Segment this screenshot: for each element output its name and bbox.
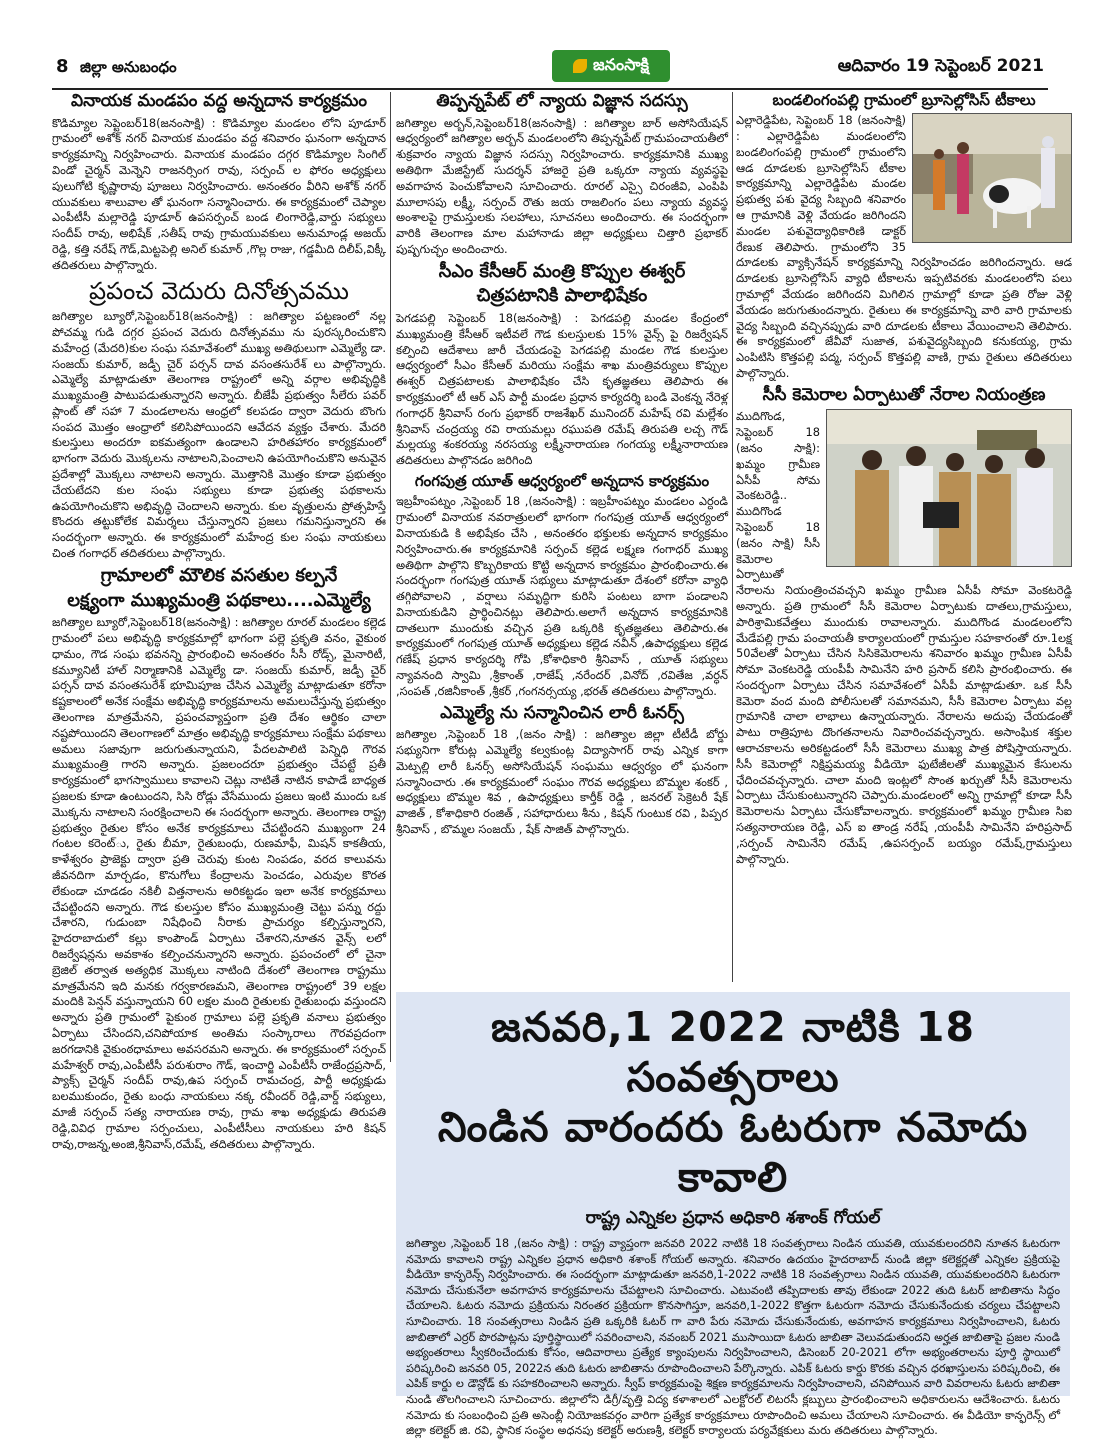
- article-body: ఎల్లారెడ్డిపేట, సెప్టెంబర్ 18 (జనంసాక్షి) : ఎల్లారెడ్డిపేట మండలంలోని బండలింగంపల్లి గ్రామంలో గ్రామంలోని ఆడ దూడలకు బ్రూసెల్లోసిస్ టీకాల కార్యక్రమాన్ని ఎల్లారెడ్డిపేట మండల ప్రభుత్వ పశు వైద్య సిబ్బంది శనివారం ఆ గ్రామానికి వెళ్లి వేయడం జరిగిందని మండల పశువైద్యాధికారిణి డాక్టర్ రేణుక తెలిపారు. గ్రామంలోని 35 దూడలకు వ్యాక్సినేషన్ కార్యక్రమాన్ని నిర్వహించడం జరిగిందన్నారు. ఆడ దూడలకు బ్రూసెల్లోసిస్ వ్యాధి టీకాలను ఇప్పటివరకు మండలంలోని పలు గ్రామాల్లో వేయడం జరిగిందని మిగిలిన గ్రామాల్లో కూడా ప్రతి రోజు వెళ్లి వేయడం జరుగుతుందన్నారు. రైతులు ఈ కార్యక్రమాన్ని వారి వారి గ్రామాలకు వైద్య సిబ్బంది వచ్చినప్పుడు వారి దూడలకు టీకాలు వేయించాలని తెలిపారు. ఈ కార్యక్రమంలో జేవీవో సుజాత, పశువైద్యసిబ్బంది కనుకయ్య, గ్రామ ఎంపిటిసి కొత్తపల్లి పద్మ, సర్పంచ్ కొత్తపల్లి వాణి, గ్రామ రైతులు తదితరులు పాల్గొన్నారు.: [736, 113, 1072, 380]
- column-1: [52, 90, 386, 1151]
- article-headline: ప్రపంచ వెదురు దినోత్సవము: [89, 276, 349, 305]
- article-headline: తిప్పన్నపేట్ లో న్యాయ విజ్ఞాన సదస్సు: [436, 91, 688, 111]
- page-header: [52, 48, 1048, 90]
- article-body: కొడిమ్యాల సెప్టెంబర్18(జనంసాక్షి) : కొడిమ్యాల మండలం లోని పూడూర్ గ్రామంలో అశోక్ నగర్ వినాయక మండపం వద్ద శనివారం ఘనంగా అన్నదాన కార్యక్రమాన్ని నిర్వహించారు. వినాయక మండపం దగ్గర కొడిమ్యాల సింగిల్ విండో చైర్మన్ మెన్నెని రాజనర్సింగ రావు, సర్పంచ్ ల ఫోరం అధ్యక్షులు పులుగోటి కృష్ణారావు పూజలు నిర్వహించారు. అనంతరం వీరిని అశోక్ నగర్ యువకులు శాలువాల తో ఘనంగా సన్మానించారు. ఈ కార్యక్రమంలో చెప్యాల ఎంపీటీసీ మల్లారెడ్డి పూడూర్ ఉపసర్పంచ్ బండ లింగారెడ్డి,వార్డు సభ్యులు సందీప్ రావు, అభిషేక్ ,సతీష్ రావు గ్రామయువకులు అనుమాండ్ల అజయ్ రెడ్డి, కత్తి నరేష్ గౌడ్,మిట్టపెల్లి అనిల్ కుమార్ ,గొల్ల రాజు, గడ్డమీది దిలీప్,విక్కీ తదితరులు పాల్గొన్నారు.: [52, 115, 386, 272]
- column-divider: [732, 92, 733, 982]
- banner-subtitle: రాష్ట్ర ఎన్నికల ప్రధాన అధికారి శశాంక్ గోయల్: [585, 1208, 881, 1228]
- column-2: [396, 90, 728, 982]
- article-body: ముదిగొండ, సెప్టెంబర్ 18 (జనం సాక్షి): ఖమ్మం గ్రామీణ ఏసీపీ సోమ వెంకటరెడ్డి.. ముదిగొండ సెప్టెంబర్ 18 (జనం సాక్షి) సీసీ కెమెరాల ఏర్పాటుతో నేరాలను నియంత్రించవచ్చని ఖమ్మం గ్రామీణ ఏసీపీ సోమా వెంకటరెడ్డి అన్నారు. ప్రతి గ్రామంలో సీసీ కెమెరాల ఏర్పాటుకు దాతలు,గ్రామస్తులు, పారిశ్రామికవేత్తలు ముందుకు రావాలన్నారు. ముదిగొండ మండలంలోని మేడేపల్లి గ్రామ పంచాయతీ కార్యాలయంలో గ్రామస్తుల సహకారంతో రూ.1లక్ష 50వేలతో ఏర్పాటు చేసిన సిసికెమెరాలను శనివారం ఖమ్మం గ్రామీణ ఏసీపీ సోమా వెంకటరెడ్డి యంపీపీ సామినేని హరి ప్రసాద్ కలిసి ప్రారంభించారు. ఈ సందర్భంగా ఏర్పాటు చేసిన సమావేశంలో ఏసీపీ మాట్లాడుతూ. ఒక సీసీ కెమెరా వంద మంది పోలీసులతో సమానమని, సీసీ కెమెరాల ఏర్పాటు వల్ల గ్రామానికి చాలా లాభాలు ఉన్నాయన్నారు. నేరాలను అదుపు చేయడంతో పాటు రాత్రిపూట దొంగతనాలను నివారించవచ్చన్నారు. అసాంఘిక శక్తుల ఆరాచకాలను అరికట్టడంలో సీసీ కెమెరాలు ముఖ్య పాత్ర పోషిస్తాయన్నారు. సీసీ కెమెరాల్లో నిక్షిప్తమయ్య వీడియో ఫుటేజీలతో ముఖ్యమైన కేసులను ఛేదించవచ్చన్నారు. చాలా మంది ఇంట్లలో సొంత ఖర్చుతో సీసీ కెమెరాలను ఏర్పాటు చేసుకుంటున్నారని చెప్పారు.మండలంలో అన్ని గ్రామాల్లో కూడా సీసీ కెమెరాలను ఏర్పాటు చేసుకోవాలన్నారు. కార్యక్రమంలో ఖమ్మం గ్రామీణ సిఐ సత్యనారాయణ రెడ్డి, ఎస్ ఐ తాండ్ర నరేష్ ,యంపీపీ సామినేని హరిప్రసాద్ ,సర్పంచ్ సామినేని రమేష్ ,ఉపసర్పంచ్ బయ్యం రమేష్,గ్రామస్తులు పాల్గొన్నారు.: [736, 409, 1072, 866]
- banner-title-line-2: నిండిన వారందరు ఓటరుగా నమోదు కావాలి: [437, 1103, 1029, 1201]
- article-body: జగిత్యాల బ్యూరో,సెప్టెంబర్18(జనంసాక్షి) : జగిత్యాల రూరల్ మండలం కల్లెడ గ్రామంలో పలు అభివృద్ధి కార్యక్రమాల్లో భాగంగా పల్లె ప్రకృతి వనం, వైకుంఠ ధామం, గౌడ సంఘ భవనన్ని ప్రారంభించి అనంతరం సీసీ రోడ్స్, మైనారిటీ, కమ్యూనిటీ హాల్ నిర్మాణానికి ఎమ్మెల్యే డా. సంజయ్ కుమార్, జడ్పీ చైర్ పర్సన్ దావ వసంతసురేశ్ భూమిపూజ చేసిన ఎమ్మెల్యే మాట్లాడుతూ కరోనా కష్టకాలంలో అనేక సంక్షేమ అభివృద్ధి కార్యక్రమాలను అమలుచేస్తున్న ప్రభుత్వం తెలంగాణ మాత్రమేనని, ప్రపంచవ్యాప్తంగా ప్రతి దేశం ఆర్థికం చాలా నష్టపోయిందని తెలంగాణలో మాత్రం అభివృద్ధి కార్యక్రమాలు సంక్షేమ పథకాలు అమలు సజావుగా జరుగుతున్నాయని, పేదలపాలిటి పెన్నిధి గౌరవ ముఖ్యమంత్రి గారని అన్నారు. ప్రజలందరూ ప్రభుత్వం చేపట్టే ప్రతీ కార్యక్రమంలో భాగస్వాములు కావాలని చెట్లు నాటితే నాటిన కాపాడే బాధ్యత ప్రజలకు కూడా ఉంటుందని, సిసి రోడ్లు వేసేముందు ప్రజలు ఇంటి ముందు ఒక మొక్కను నాటాలని సంరక్షించాలని ఈ సందర్భంగా అన్నారు. తెలంగాణ రాష్ట్ర ప్రభుత్వం రైతుల కోసం అనేక కార్యక్రమాలు చేపట్టిందని ముఖ్యంగా 24 గంటల కరెంట్ు, రైతు బీమా, రైతుబంధు, రుణమాఫీ, మిషన్ కాకతీయ, కాళేశ్వరం ప్రాజెక్టు ద్వారా ప్రతి చెరువు కుంట నింపడం, వరద కాలువను జీవనదిగా మార్చడం, కొనుగోలు కేంద్రాలను పెంచడం, ఎరువుల కొరత లేకుండా చూడడం నకిలీ విత్తనాలను అరికట్టడం ఇలా అనేక కార్యక్రమాలు చేపట్టిందని అన్నారు. గౌడ కులస్తుల కోసం ముఖ్యమంత్రి చెట్టు పన్ను రద్దు చేశారని, గుడుంబా నిషేధించి నీరాకు ప్రాచుర్యం కల్పిస్తున్నారని, హైదరాబాదులో కల్లు కాంపౌండ్ ఏర్పాటు చేశారని,నూతన వైన్స్ లలో రిజర్వేషన్లను అవకాశం కల్పించనున్నారని అన్నారు. ప్రపంచంలో లో చైనా బ్రెజిల్ తర్వాత అత్యధిక మొక్కలు నాటింది దేశంలో తెలంగాణ రాష్ట్రము మాత్రమేనని ఇది మనకు గర్వకారణమని, తెలంగాణ రాష్ట్రంలో 39 లక్షల మందికి పెన్షన్ వస్తున్నాయని 60 లక్షల మంది రైతులకు రైతుబంధు వస్తుందని అన్నారు ప్రతి గ్రామంలో పైకుంఠ గ్రామాలు పల్లె ప్రకృతి వనాలు ప్రభుత్వం ఏర్పాటు చేసిందని,చనిపోయాక అంతిమ సంస్కారాలు గౌరవప్రదంగా జరగడానికి వైకుంఠధామాలు అవసరమని అన్నారు. ఈ కార్యక్రమంలో సర్పంచ్ మహేశ్వర్ రావు,ఎంపీటీసీ పరుశురాం గౌడ్, ఇంచార్జి ఎంపీటీసీ రాజేంద్రప్రసాద్, ప్యాక్స్ చైర్మన్ సందీప్ రావు,ఉప సర్పంచ్ రామచంద్ర, పార్టీ అధ్యక్షుడు బలముకుందం, రైతు బంధు నాయకులు నక్క రవీందర్ రెడ్డి,వార్డ్ సభ్యులు, మాజీ సర్పంచ్ సత్య నారాయణ రావు, గ్రామ శాఖ అధ్యక్షుడు తిరుపతి రెడ్డి,వివిధ గ్రామాల సర్పంచులు, ఎంపీటీసీలు నాయకులు హరి కిషన్ రావు,రాజన్న,అంజి,శ్రీనివాస్,రమేష్, తదితరులు పాల్గొన్నారు.: [52, 615, 386, 1151]
- page-number: 8: [56, 56, 69, 77]
- article-body: జగిత్యాల ,సెప్టెంబర్ 18 ,(జనం సాక్షి) : జగిత్యాల జిల్లా టీటీడీ బోర్డు సభ్యునిగా కోరుట్ల ఎమ్మెల్యే కల్వకుంట్ల విద్యాసాగర్ రావు ఎన్నిక కాగా మెట్పల్లి లారీ ఓనర్స్ అసోసియేషన్ సంఘము ఆధ్వర్యం లో ఘనంగా సన్మానించారు .ఈ కార్యక్రమంలో సంఘం గౌరవ అధ్యక్షులు బొమ్మల శంకర్ , అధ్యక్షులు బొమ్మల శివ , ఉపాధ్యక్షులు కార్తీక్ రెడ్డి , జనరల్ సెక్రెటరీ షేక్ వాజిత్ , కోశాధికారి రంజిత్ , సహాధారులు శీను , కిషన్ గుంటుక రవి , పిప్పర శ్రీనివాస్ , బొమ్మల సంజయ్ , షేక్ సాజిత్ పాల్గొన్నారు.: [396, 727, 728, 836]
- article-body: పెగడపల్లి సెప్టెంబర్ 18(జనంసాక్షి) : పెగడపల్లి మండల కేంద్రంలో ముఖ్యమంత్రి కేసీఆర్ ఇటీవలే గౌడ కులస్తులకు 15% వైన్స్ పై రిజర్వేషన్ కల్పించి ఆదేశాలు జారీ చేయడంపై పెగడపల్లి మండల గౌడ కులస్తుల ఆధ్వర్యంలో సీఎం కేసీఆర్ మరియు సంక్షేమ శాఖ మంత్రివర్యులు కొప్పుల ఈశ్వర్ చిత్రపటాలకు పాలాభిషేకం చేసి కృతజ్ఞతలు తెలిపారు ఈ కార్యక్రమంలో టీ ఆర్ ఎస్ పార్టీ మండల ప్రధాన కార్యదర్శి బండి వెంకన్న నేరెళ్ల గంగాధర్ శ్రీనివాస్ రంగు ప్రభాకర్ రాజశేఖర్ మునిందర్ మహేష్ రవి మల్లేశం శ్రీనివాస్ చంద్రయ్య రవి రాయమల్లు రఘుపతి రమేష్ తిరుపతి లచ్చ గౌడ్ మల్లయ్య శంకరయ్య నరసయ్య లక్ష్మీనారాయణ గంగయ్య లక్ష్మీనారాయణ తదితరులు పాల్గొనడం జరిగింది: [396, 311, 728, 468]
- article-subheadline: చిత్రపటానికి పాలాభిషేకం: [476, 285, 648, 307]
- issue-date: ఆదివారం 19 సెప్టెంబర్ 2021: [837, 56, 1044, 76]
- article-headline: గ్రామాలలో మౌలిక వసతుల కల్పనే: [100, 564, 338, 586]
- article-headline: గంగపుత్ర యూత్ ఆధ్వర్యంలో అన్నదాన కార్యక్రమం: [414, 472, 710, 491]
- article-body: జగిత్యాల బ్యూరో,సెప్టెంబర్18(జనంసాక్షి) : జగిత్యాల పట్టణంలో నల్ల పోచమ్మ గుడి దగ్గర ప్రపంచ వెదురు దినోత్సవము ను పురస్కరించుకొని మహేంద్ర (మేదరి)కుల సంఘ సమావేశంలో ముఖ్య అతిథులుగా ఎమ్మెల్యే డా. సంజయ్ కుమార్, జడ్పీ చైర్ పర్సన్ దావ వసంతసురేశ్ లు పాల్గొన్నారు. ఎమ్మెల్యే మాట్లాడుతూ తెలంగాణ రాష్ట్రంలో అన్ని వర్గాల అభివృద్ధికి ముఖ్యమంత్రి పాటుపడుతున్నారని అన్నారు. బీజేపీ ప్రభుత్వం సీలేరు పవర్ ప్లాంట్ తో సహా 7 మండలాలను ఆంధ్రలో కలపడం ద్వారా వెదురు బొంగు సంపద మొత్తం ఆంధ్రాలో కలిసిపోయిందని ఆవేదన వ్యక్తం చేశారు. మేదరి కులస్తులు అందరూ ఐకమత్యంగా ఉండాలని హరితహారం కార్యక్రమంలో భాగంగా వెదురు మొక్కలను నాటాలని,పెంచాలని ఉపయోగించుకొని అనువైన ప్రదేశాల్లో మొక్కలు నాటాలని అన్నారు. మొత్తానికి మొత్తం కూడా ప్రభుత్వం చేయటేదని కుల సంఘ సభ్యులు కూడా ప్రభుత్వ పథకాలను ఉపయోగించుకొని అభివృద్ధి చెందాలని అన్నారు. కుల వృత్తులను ప్రోత్సహిస్తే కొందరు తట్టుకోలేక విమర్శలు చేస్తున్నారని ప్రజలు గమనిస్తున్నారని ఈ సందర్భంగా అన్నారు. ఈ కార్యక్రమంలో మహేంద్ర కుల సంఘ నాయకులు చింత గంగాధర్ తదితరులు పాల్గొన్నారు.: [52, 309, 386, 561]
- section-title: జిల్లా అనుబంధం: [80, 58, 177, 76]
- article-headline: ఎమ్మెల్యే ను సన్మానించిన లారీ ఓనర్స్: [440, 702, 684, 723]
- column-3: [736, 90, 1072, 982]
- article-headline: వినాయక మండపం వద్ద అన్నదాన కార్యక్రమం: [71, 91, 367, 111]
- article-headline: బండలింగంపల్లి గ్రామంలో బ్రూసెల్లోసిస్ టీకాలు: [772, 91, 1036, 109]
- leaf-icon: [573, 59, 587, 73]
- column-divider: [390, 92, 391, 1062]
- article-subheadline: లక్ష్యంగా ముఖ్యమంత్రి పథకాలు....ఎమ్మెల్యే: [67, 589, 371, 611]
- article-headline: సీసీ కెమెరాల ఏర్పాటుతో నేరాల నియంత్రణ: [762, 384, 1046, 405]
- article-body: జగిత్యాల అర్బన్,సెప్టెంబర్18(జనంసాక్షి) : జగిత్యాల బార్ అసోసియేషన్ ఆధ్వర్యంలో జగిత్యాల అర్బన్ మండలంలోని తిప్పన్నపేట్ గ్రామపంచాయతీలో శుక్రవారం న్యాయ విజ్ఞాన సదస్సు నిర్వహించారు. కార్యక్రమానికి ముఖ్య అతిథిగా మేజిస్ట్రేట్ సుదర్శన్ హాజరై ప్రతి ఒక్కరూ న్యాయ వ్యవస్థపై అవగాహన పెంచుకోవాలని సూచించారు. రూరల్ ఎస్సై చిరంజీవి, ఎంపిపి మూలాసపు లక్ష్మీ, సర్పంచ్ రౌతు జయ రాజలింగం పలు న్యాయ వ్యవస్థ అంశాలపై గ్రామస్తులకు సలహాలు, సూచనలు అందించారు. ఈ సందర్భంగా వారికి తెలంగాణ మాల మహానాడు జిల్లా అధ్యక్షులు చిత్తారి ప్రభాకర్ పుష్పగుచ్ఛం అందించారు.: [396, 115, 728, 256]
- banner-body: జగిత్యాల ,సెప్టెంబర్ 18 ,(జనం సాక్షి) : రాష్ట్ర వ్యాప్తంగా జనవరి 2022 నాటికి 18 సంవత్సరాలు నిండిన యువతి, యువకులందరిని నూతన ఓటరుగా నమోదు కావాలని రాష్ట్ర ఎన్నికల ప్రధాన అధికారి శశాంక్ గోయల్ అన్నారు. శనివారం ఉదయం హైదరాబాద్ నుండి జిల్లా కలెక్టర్లతో ఎన్నికల ప్రక్రియపై వీడియో కాన్ఫరెన్స్ నిర్వహించారు. ఈ సందర్భంగా మాట్లాడుతూ జనవరి,1-2022 నాటికి 18 సంవత్సరాలు నిండిన యువతి, యువకులందరిని ఓటరుగా నమోదు చేసుకునేలా అవగాహన కార్యక్రమాలను చేపట్టాలని సూచించారు. ఎటువంటి తప్పిదాలకు తావు లేకుండా 2022 తుది ఓటర్ జాబితాను సిద్ధం చేయాలని. ఓటరు నమోదు ప్రక్రియను నిరంతర ప్రక్రియగా కొనసాగిస్తూ, జనవరి,1-2022 కొత్తగా ఓటరుగా నమోదు చేసుకునేందుకు చర్యలు చేపట్టాలని సూచించారు. 18 సంవత్సరాలు నిండిన ప్రతి ఒక్కరికి ఓటర్ గా వారి పేరు నమోదు చేసుకునేందుకు, అవగాహన కార్యక్రమాలు నిర్వహించాలని, ఓటరు జాబితాలో ఎర్రర్ పొరపాట్లను పూర్తిస్థాయిలో సవరించాలని, నవంబర్ 2021 ముసాయిదా ఓటరు జాబితా వెలువడుతుందని అర్హత జాబితాపై ప్రజల నుండి అభ్యంతరాలు స్వీకరించేందుకు కోసం, ఆదివారాలు ప్రత్యేక క్యాంపులను నిర్వహించాలని, డిసెంబర్ 20-2021 లోగా అభ్యంతరాలను పూర్తి స్థాయిలో పరిష్కరించి జనవరి 05, 2022న తుది ఓటరు జాబితాను రూపొందించాలని పేర్కొన్నారు. ఎపిక్ ఓటరు కార్డు కొరకు వచ్చిన ధరఖాస్తులను పరిష్కరించి, ఈ ఎపిక్ కార్డు ల డౌన్లోడ్ కు సహకరించాలని అన్నారు. స్వీప్ కార్యక్రమంపై శిక్షణ కార్యక్రమాలను నిర్వహించాలని, చనిపోయిన వారి వివరాలను ఓటరు జాబితా నుండి తొలగించాలని సూచించారు. జిల్లాలోని డిగ్రీ/వృత్తి విద్య కళాశాలలో ఎలక్టోరల్ లిటరసీ క్లబ్బులు ప్రారంభించాలని అధికారులను ఆదేశించారు. ఓటరు నమోదు కు సంబంధించి ప్రతి అసెంబ్లీ నియోజకవర్గం వారిగా ప్రత్యేక కార్యక్రమాలు రూపొందించి అమలు చేయాలని సూచించారు. ఈ వీడియో కాన్ఫరెన్స్ లో జిల్లా కలెక్టర్ జి. రవి, స్థానిక సంస్థల అధనపు కలెక్టర్ అరుణశ్రీ, కలెక్టర్ కార్యాలయ పర్యవేక్షకులు మరు తదితరులు పాల్గొన్నారు.: [406, 1237, 1060, 1438]
- voter-registration-banner: [396, 992, 1070, 1438]
- logo-text: జనంసాక్షి: [593, 54, 649, 74]
- article-headline: సీఎం కేసీఆర్ మంత్రి కొప్పుల ఈశ్వర్: [438, 260, 686, 282]
- masthead-logo: [552, 50, 670, 82]
- vaccination-photo: [912, 113, 1072, 243]
- article-body: ఇబ్రహీంపట్నం ,సెప్టెంబర్ 18 ,(జనంసాక్షి) : ఇబ్రహీంపట్నం మండలం ఎర్దండి గ్రామంలో వినాయక నవరాత్రులలో భాగంగా గంగపుత్ర యూత్ ఆధ్వర్యంలో వినాయకుడి కి అభిషేకం చేసి , అనంతరం భక్తులకు అన్నదాన కార్యక్రమం నిర్వహించారు.ఈ కార్యక్రమానికి సర్పంచ్ కల్లెడ లక్ష్మణ గంగాధర్ ముఖ్య అతిథిగా పాల్గొని కొబ్బరికాయ కొట్టి అన్నదాన కార్యక్రమం ప్రారంభించారు.ఈ సందర్భంగా గంగపుత్ర యూత్ సభ్యులు మాట్లాడుతూ దేశంలో కరోనా వ్యాధి తగ్గిపోవాలని , వర్షాలు సమృద్ధిగా కురిసి పంటలు బాగా పండాలని వినాయకుడిని ప్రార్థించినట్లు తెలిపారు.అలాగే అన్నదాన కార్యక్రమానికి దాతలుగా ముందుకు వచ్చిన ప్రతి ఒక్కరికి కృతజ్ఞతలు తెలిపారు.ఈ కార్యక్రమంలో గంగపుత్ర యూత్ అధ్యక్షులు కల్లెడ నవీన్ ,ఉపాధ్యక్షులు కల్లెడ గణేష్ ప్రధాన కార్యదర్శి గోపి ,కోశాధికారి శ్రీనివాస్ , యూత్ సభ్యులు న్యావనంది స్వామి ,శ్రీకాంత్ ,రాజేష్ ,నరేందర్ ,వినోద్ ,రవితేజ ,వర్ధన్ ,సంపత్ ,రజినీకాంత్ ,శ్రీకర్ ,గంగనర్సయ్య ,భరత్ తదితరులు పాల్గొన్నారు.: [396, 494, 728, 698]
- banner-title-line-1: జనవరి,1 2022 నాటికి 18 సంవత్సరాలు: [491, 1003, 975, 1101]
- cctv-inauguration-photo: [826, 409, 1072, 567]
